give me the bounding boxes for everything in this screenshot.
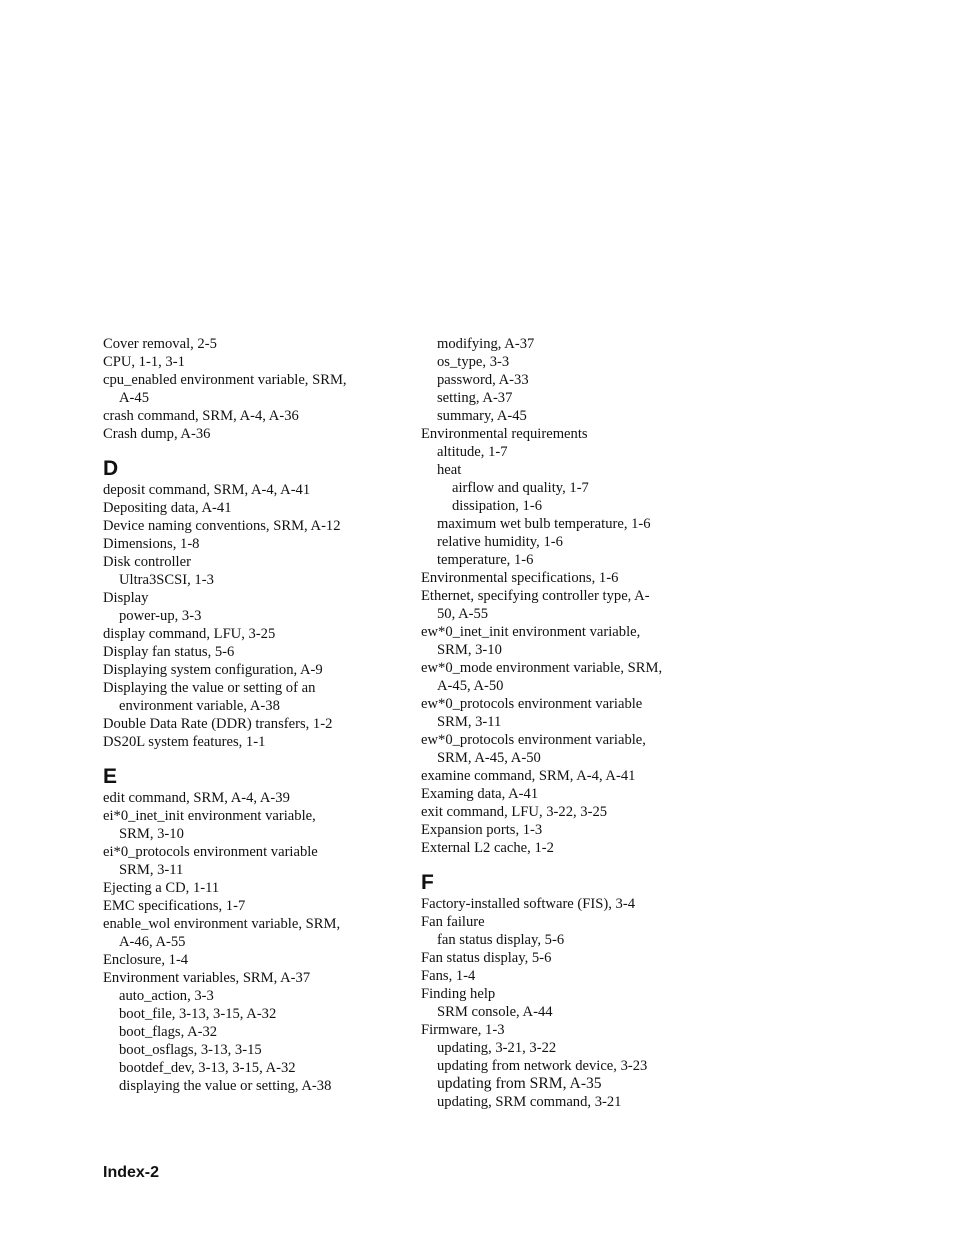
index-column-right bbox=[421, 335, 721, 1111]
index-entry: Expansion ports, 1-3 bbox=[421, 822, 543, 838]
index-entry: Firmware, 1-3 bbox=[421, 1022, 505, 1038]
index-entry: ew*0_mode environment variable, SRM, bbox=[421, 660, 663, 676]
index-entry: ei*0_inet_init environment variable, bbox=[103, 808, 316, 824]
index-entry: Environmental specifications, 1-6 bbox=[421, 570, 619, 586]
index-subentry: SRM console, A-44 bbox=[437, 1004, 553, 1020]
index-subentry: updating, 3-21, 3-22 bbox=[437, 1040, 557, 1056]
index-entry: EMC specifications, 1-7 bbox=[103, 898, 246, 914]
index-subentry: password, A-33 bbox=[437, 372, 529, 388]
section-letter-f: F bbox=[421, 871, 434, 894]
index-entry: cpu_enabled environment variable, SRM, bbox=[103, 372, 347, 388]
index-entry: Cover removal, 2-5 bbox=[103, 336, 217, 352]
index-subentry: A-45 bbox=[119, 390, 149, 406]
index-subentry: heat bbox=[437, 462, 462, 478]
index-subentry: fan status display, 5-6 bbox=[437, 932, 565, 948]
index-subentry: Ultra3SCSI, 1-3 bbox=[119, 572, 214, 588]
index-subentry: A-45, A-50 bbox=[437, 678, 504, 694]
index-subentry: A-46, A-55 bbox=[119, 934, 186, 950]
index-entry: Dimensions, 1-8 bbox=[103, 536, 200, 552]
index-subentry: updating, SRM command, 3-21 bbox=[437, 1094, 622, 1110]
index-column-left bbox=[103, 335, 403, 1095]
index-subentry: boot_osflags, 3-13, 3-15 bbox=[119, 1042, 262, 1058]
index-entry: Display bbox=[103, 590, 149, 606]
index-subentry: boot_flags, A-32 bbox=[119, 1024, 218, 1040]
index-entry: Double Data Rate (DDR) transfers, 1-2 bbox=[103, 716, 333, 732]
index-entry: Environmental requirements bbox=[421, 426, 588, 442]
index-entry: Ejecting a CD, 1-11 bbox=[103, 880, 220, 896]
index-subentry: environment variable, A-38 bbox=[119, 698, 280, 714]
index-subentry: 50, A-55 bbox=[437, 606, 489, 622]
index-entry: External L2 cache, 1-2 bbox=[421, 840, 554, 856]
index-subentry: maximum wet bulb temperature, 1-6 bbox=[437, 516, 651, 532]
page-footer-label: Index-2 bbox=[103, 1164, 160, 1181]
index-subentry: bootdef_dev, 3-13, 3-15, A-32 bbox=[119, 1060, 296, 1076]
index-subentry: relative humidity, 1-6 bbox=[437, 534, 563, 550]
index-subentry: SRM, 3-11 bbox=[119, 862, 184, 878]
index-entry: Environment variables, SRM, A-37 bbox=[103, 970, 311, 986]
index-entry: Examing data, A-41 bbox=[421, 786, 539, 802]
index-entry: ei*0_protocols environment variable bbox=[103, 844, 318, 860]
index-subentry: modifying, A-37 bbox=[437, 336, 535, 352]
index-entry: ew*0_protocols environment variable, bbox=[421, 732, 646, 748]
index-entry: Depositing data, A-41 bbox=[103, 500, 232, 516]
index-entry: display command, LFU, 3-25 bbox=[103, 626, 276, 642]
index-entry: ew*0_protocols environment variable bbox=[421, 696, 643, 712]
index-subentry: power-up, 3-3 bbox=[119, 608, 202, 624]
index-entry: Crash dump, A-36 bbox=[103, 426, 211, 442]
index-subentry: SRM, A-45, A-50 bbox=[437, 750, 541, 766]
index-subentry: os_type, 3-3 bbox=[437, 354, 510, 370]
index-entry: Factory-installed software (FIS), 3-4 bbox=[421, 896, 635, 912]
index-entry: Displaying the value or setting of an bbox=[103, 680, 316, 696]
index-entry: Enclosure, 1-4 bbox=[103, 952, 189, 968]
index-entry: Ethernet, specifying controller type, A- bbox=[421, 588, 650, 604]
index-entry: Fan failure bbox=[421, 914, 485, 930]
index-subentry: updating from network device, 3-23 bbox=[437, 1058, 648, 1074]
index-entry: Finding help bbox=[421, 986, 496, 1002]
index-entry: Fans, 1-4 bbox=[421, 968, 476, 984]
index-entry: ew*0_inet_init environment variable, bbox=[421, 624, 641, 640]
index-subentry: boot_file, 3-13, 3-15, A-32 bbox=[119, 1006, 277, 1022]
index-subentry: setting, A-37 bbox=[437, 390, 513, 406]
index-entry: Fan status display, 5-6 bbox=[421, 950, 552, 966]
index-subentry: SRM, 3-11 bbox=[437, 714, 502, 730]
index-subentry: airflow and quality, 1-7 bbox=[452, 480, 589, 496]
index-entry: enable_wol environment variable, SRM, bbox=[103, 916, 341, 932]
index-subentry: updating from SRM, A-35 bbox=[437, 1075, 602, 1092]
index-subentry: SRM, 3-10 bbox=[119, 826, 184, 842]
index-entry: Display fan status, 5-6 bbox=[103, 644, 235, 660]
index-subentry: temperature, 1-6 bbox=[437, 552, 534, 568]
index-entry: Disk controller bbox=[103, 554, 191, 570]
index-subentry: summary, A-45 bbox=[437, 408, 527, 424]
index-entry: CPU, 1-1, 3-1 bbox=[103, 354, 185, 370]
index-subentry: altitude, 1-7 bbox=[437, 444, 508, 460]
index-entry: Device naming conventions, SRM, A-12 bbox=[103, 518, 341, 534]
index-subentry: dissipation, 1-6 bbox=[452, 498, 542, 514]
index-entry: crash command, SRM, A-4, A-36 bbox=[103, 408, 299, 424]
section-letter-d: D bbox=[103, 457, 119, 480]
index-subentry: auto_action, 3-3 bbox=[119, 988, 214, 1004]
index-entry: DS20L system features, 1-1 bbox=[103, 734, 266, 750]
index-entry: deposit command, SRM, A-4, A-41 bbox=[103, 482, 311, 498]
index-entry: Displaying system configuration, A-9 bbox=[103, 662, 323, 678]
section-letter-e: E bbox=[103, 765, 118, 788]
index-subentry: SRM, 3-10 bbox=[437, 642, 502, 658]
index-subentry: displaying the value or setting, A-38 bbox=[119, 1078, 332, 1094]
index-entry: exit command, LFU, 3-22, 3-25 bbox=[421, 804, 608, 820]
index-entry: edit command, SRM, A-4, A-39 bbox=[103, 790, 290, 806]
index-entry: examine command, SRM, A-4, A-41 bbox=[421, 768, 636, 784]
